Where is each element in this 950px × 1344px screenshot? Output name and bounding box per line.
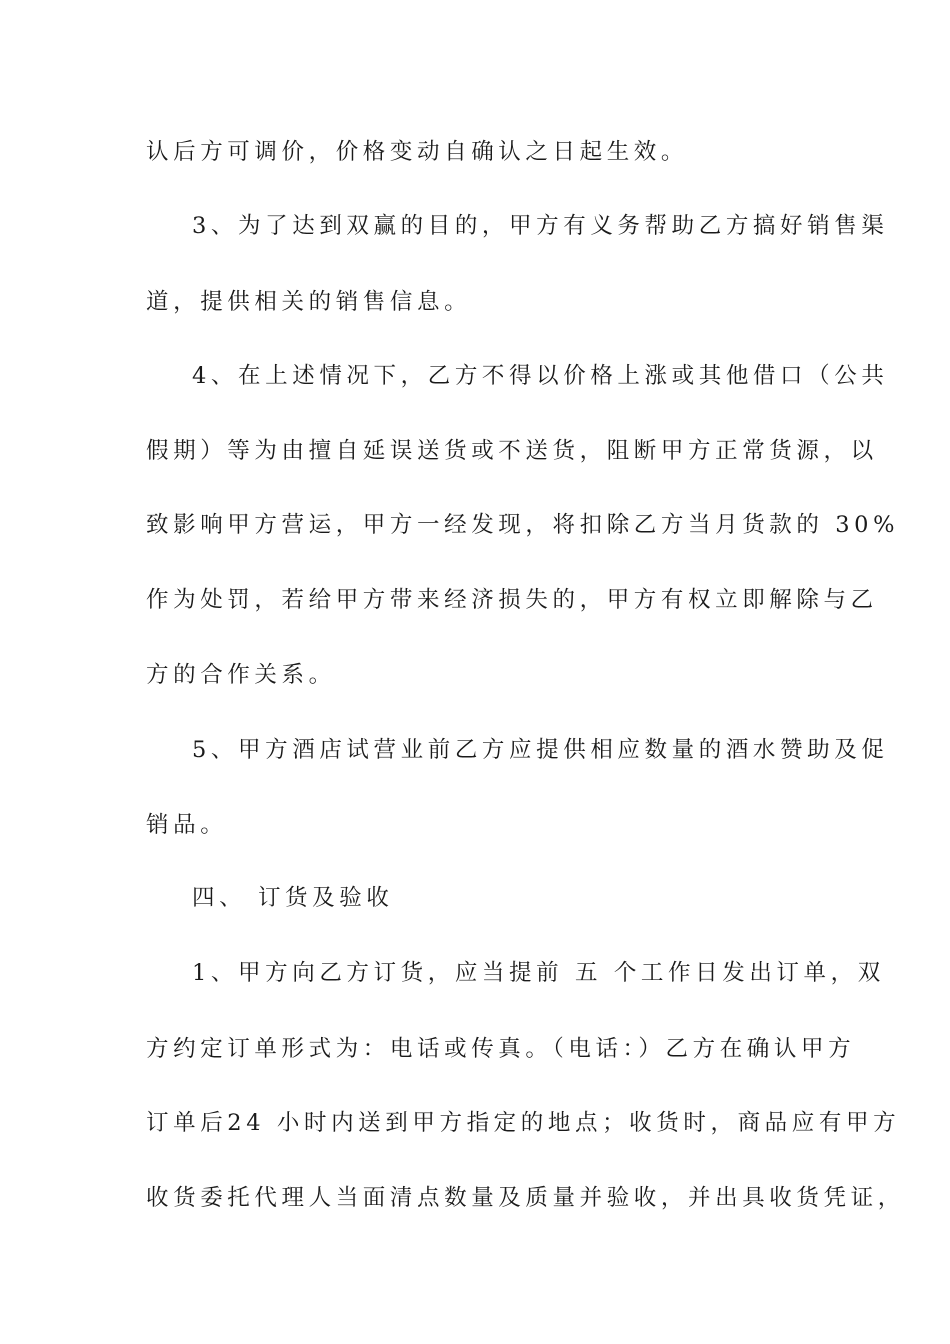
- section-heading: 四、 订货及验收: [192, 885, 394, 911]
- text-line: 认后方可调价，价格变动自确认之日起生效。: [146, 139, 689, 165]
- text-line: 方约定订单形式为：电话或传真。（电话：）乙方在确认甲方: [146, 1036, 856, 1062]
- text-line: 订单后24 小时内送到甲方指定的地点；收货时，商品应有甲方: [146, 1110, 901, 1136]
- text-line: 作为处罚，若给甲方带来经济损失的，甲方有权立即解除与乙: [146, 587, 878, 613]
- text-line: 方的合作关系。: [146, 662, 336, 688]
- clause-4-line: 4、在上述情况下，乙方不得以价格上涨或其他借口（公共: [192, 363, 889, 389]
- clause-3-line: 3、为了达到双赢的目的，甲方有义务帮助乙方搞好销售渠: [192, 213, 889, 239]
- text-line: 道，提供相关的销售信息。: [146, 289, 472, 315]
- text-line: 收货委托代理人当面清点数量及质量并验收，并出具收货凭证，: [146, 1185, 905, 1211]
- clause-5-line: 5、甲方酒店试营业前乙方应提供相应数量的酒水赞助及促: [192, 737, 889, 763]
- text-line: 致影响甲方营运，甲方一经发现，将扣除乙方当月货款的 30%: [146, 512, 900, 538]
- text-line: 假期）等为由擅自延误送货或不送货，阻断甲方正常货源，以: [146, 438, 878, 464]
- clause-1-line: 1、甲方向乙方订货，应当提前 五 个工作日发出订单，双: [192, 960, 885, 986]
- text-line: 销品。: [146, 812, 228, 838]
